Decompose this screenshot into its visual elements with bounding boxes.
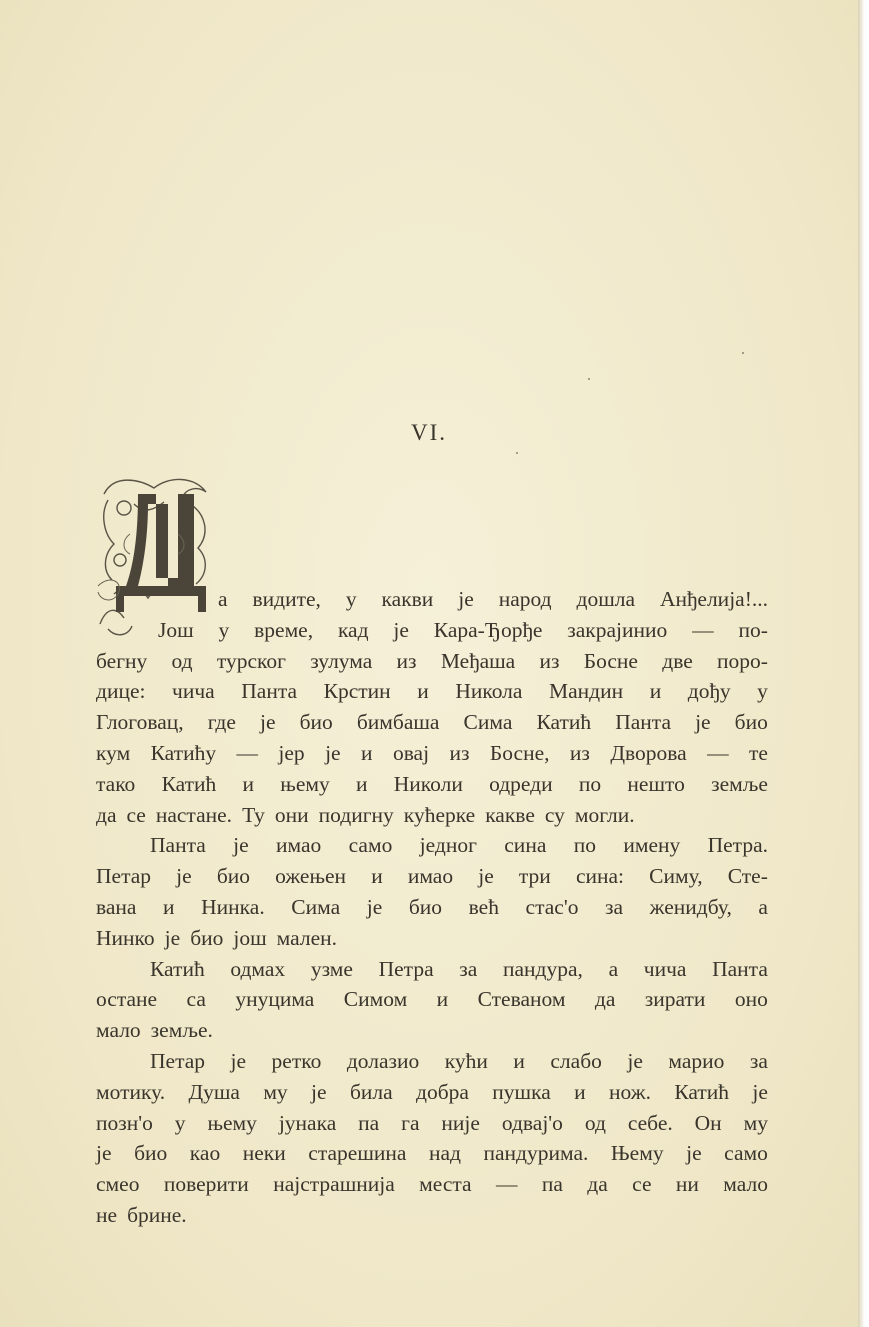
text-line: тако Катић и њему и Николи одреди по нешто земље <box>96 771 768 796</box>
text-line: бегну од турског зулума из Међаша из Босне две поро- <box>96 648 768 673</box>
text-line: остане са унуцима Симом и Стеваном да зирати оно <box>96 987 768 1012</box>
text-line: смео поверити најстрашнија места — па да се ни мало <box>96 1172 768 1197</box>
text-line: позн'о у њему јунака па га није одвај'о од себе. Он му <box>96 1110 768 1135</box>
text-line: кум Катићу — јер је и овај из Босне, из Дворова — те <box>96 740 768 765</box>
paper-speck <box>588 378 590 380</box>
text-line: је био као неки старешина над пандурима. Њему је само <box>96 1141 768 1166</box>
text-line: не брине. <box>96 1202 187 1227</box>
text-line: а видите, у какви је народ дошла Анђелија!... <box>218 587 768 611</box>
text-line: Петар је био ожењен и имао је три сина: Симу, Сте- <box>96 864 768 889</box>
text-line: мотику. Душа му је била добра пушка и нож. Катић је <box>96 1079 768 1104</box>
page-edge <box>858 0 869 1327</box>
text-line: Још у време, кад је Кара-Ђорђе закрајинио — по- <box>158 617 768 642</box>
paper-speck <box>516 452 518 454</box>
text-line: Нинко је био још мален. <box>96 925 338 950</box>
text-line: Катић одмах узме Петра за пандура, а чича Панта <box>150 956 768 981</box>
body-text <box>96 584 768 1231</box>
text-line: Глоговац, где је био бимбаша Сима Катић Панта је био <box>96 710 768 735</box>
text-line: вана и Нинка. Сима је био већ стас'о за женидбу, а <box>96 894 768 919</box>
text-line: дице: чича Панта Крстин и Никола Мандин и дођу у <box>96 679 768 704</box>
text-line: да се настане. Ту они подигну кућерке какве су могли. <box>96 802 635 827</box>
chapter-number: VI. <box>410 420 448 445</box>
text-line: Петар је ретко долазио кући и слабо је марио за <box>150 1048 768 1073</box>
text-line: мало земље. <box>96 1018 213 1043</box>
text-line: Панта је имао само једног сина по имену Петра. <box>150 833 768 858</box>
paper-speck <box>742 352 744 354</box>
